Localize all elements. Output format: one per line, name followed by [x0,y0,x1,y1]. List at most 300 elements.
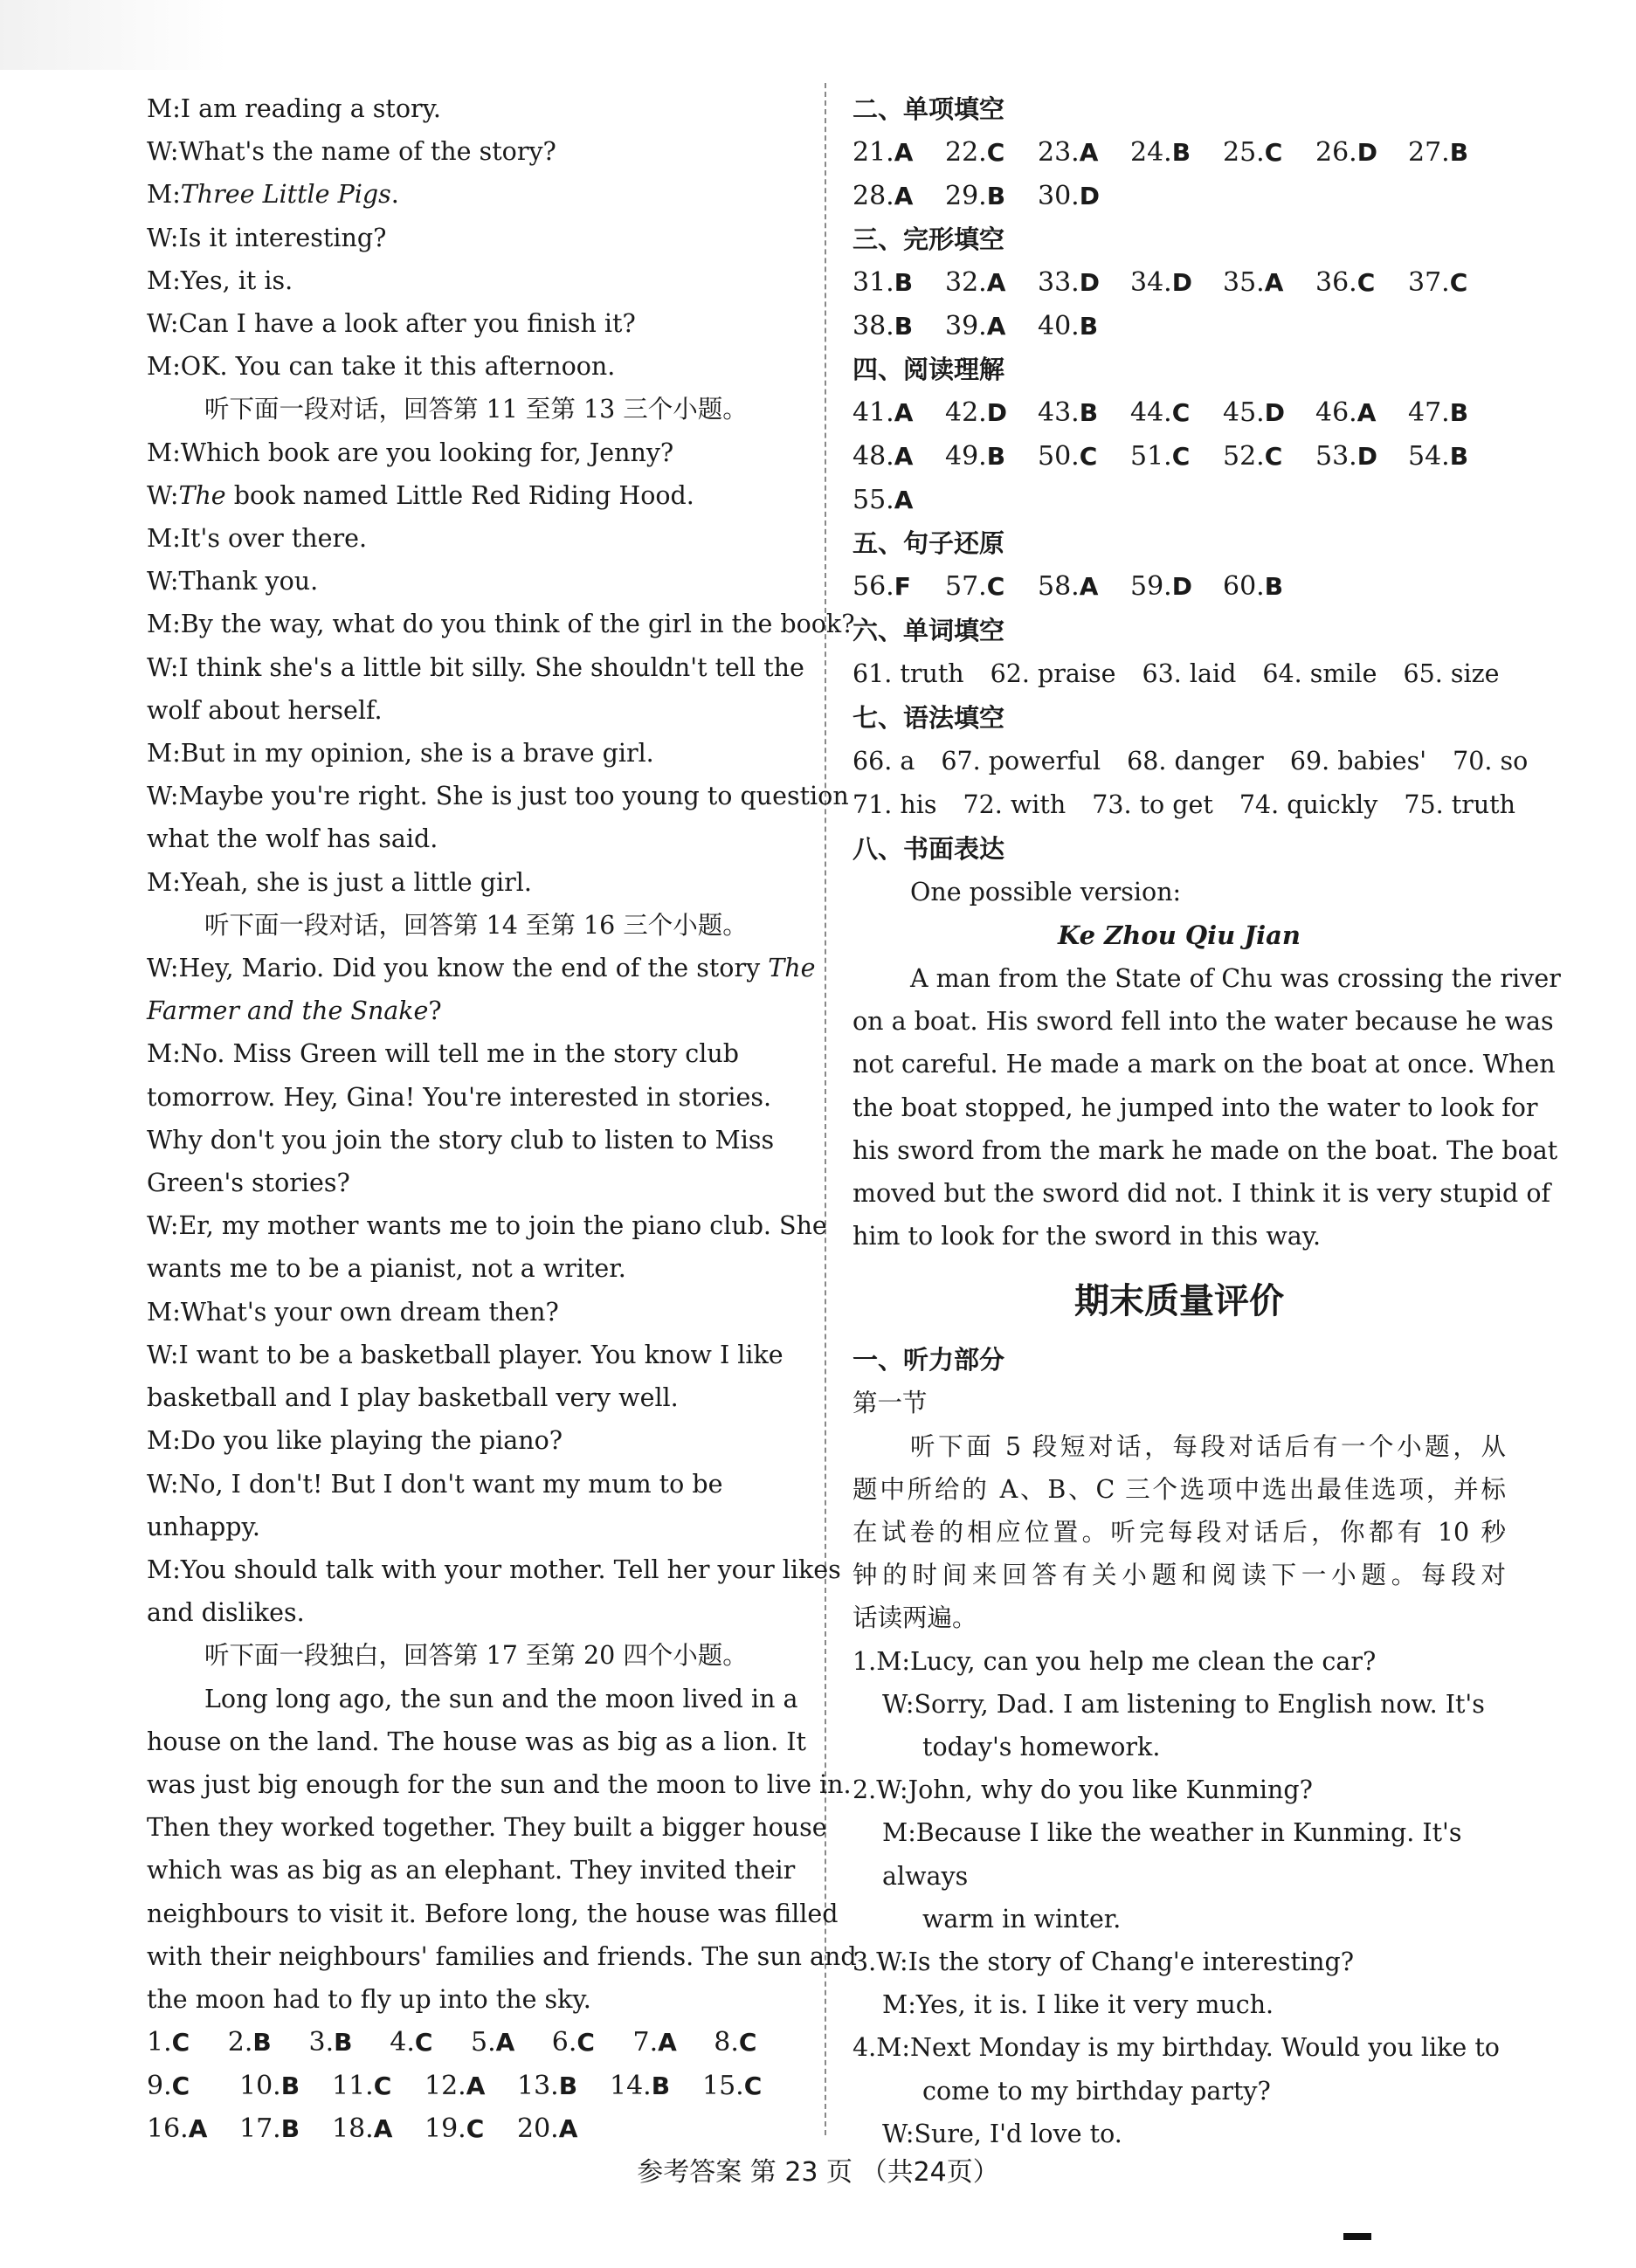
dialog-sentence: Yes, it is. [180,265,293,295]
answer-item [945,175,1038,218]
word-answer: 65. size [1403,658,1500,688]
answer-letter: B [1079,398,1099,428]
dialog-text: M:I am reading a story. [147,94,441,123]
speaker-label: M [147,438,173,467]
answer-letter: D [1079,181,1100,210]
question-line: 4.M:Next Monday is my birthday. Would you like to [853,2033,1500,2063]
dialog-sentence: What's the name of the story? [178,137,556,167]
answer-letter: C [1079,441,1098,471]
answer-letter: D [986,398,1007,428]
speaker-label: M [147,1555,173,1584]
dialog-sentence: Sorry, Dad. I am listening to English now. It's [914,1689,1485,1719]
listening-instruction: 听下面一段独白，回答第 17 至第 20 四个小题。 [204,1641,748,1671]
question-continuation: warm in winter. [922,1904,1122,1934]
answer-number: 38. [853,310,894,341]
dialog-sentence: No, I don't! But I don't want my mum to be [178,1469,723,1499]
answer-number: 41. [853,397,894,429]
answer-item [1223,565,1315,609]
speaker-label: M [147,610,173,639]
answer-item [425,2107,517,2151]
dialog-sentence: Next Monday is my birthday. Would you like to [910,2033,1500,2063]
word-answer: 64. smile [1262,658,1377,688]
speaker-label: M [147,1039,173,1069]
answer-number: 42. [945,397,987,429]
answer-number: 60. [1223,571,1265,603]
answer-number: 32. [945,267,987,299]
dialog-text: W:Er, my mother wants me to join the piano club. She [147,1211,827,1241]
word-answers [853,740,1529,783]
question-line: 2.W:John, why do you like Kunming? [853,1775,1313,1805]
monologue-line: neighbours to visit it. Before long, the house was filled [147,1899,839,1928]
answer-number: 5. [471,2027,496,2058]
answer-number: 23. [1038,137,1080,168]
speaker-label: W [147,223,170,252]
answer-number: 35. [1223,267,1265,299]
dialog-text: M:OK. You can take it this afternoon. [147,352,616,382]
answer-item [332,2065,425,2108]
speaker-label: M [876,1646,902,1676]
speaker-label: W [147,1469,170,1499]
monologue-line: with their neighbours' families and friends. The sun and [147,1941,857,1971]
section-heading: 七、语法填空 [853,702,1005,733]
answer-letter: A [558,2114,578,2144]
answer-number: 22. [945,137,987,168]
word-answer: 74. quickly [1239,789,1378,819]
answer-number: 46. [1315,397,1357,429]
dialog-sentence: Er, my mother wants me to join the piano club. She [178,1211,827,1241]
answer-number: 10. [239,2070,281,2101]
dialog-text: M:But in my opinion, she is a brave girl. [147,739,654,769]
answer-number: 14. [610,2070,652,2101]
answer-item [714,2021,795,2065]
word-answer: 71. his [853,789,937,819]
answer-row [147,2021,795,2065]
answer-item [147,2107,239,2151]
answer-item [1223,435,1315,479]
answer-number: 3. [308,2027,335,2058]
speaker-label: W [147,652,170,682]
answer-item [1130,261,1223,305]
answer-letter: C [171,2028,190,2058]
answer-letter: B [894,311,914,341]
answer-letter: C [373,2071,392,2100]
answer-item [1038,131,1130,175]
subsection-heading: 第一节 [853,1389,928,1418]
section-heading: 二、单项填空 [853,94,1005,124]
answer-item [1223,391,1315,435]
speaker-label: W [882,1689,906,1719]
answer-item [1038,565,1130,609]
answer-letter: D [1171,572,1192,602]
dialog-line [147,431,795,474]
dialog-sentence: Lucy, can you help me clean the car? [910,1646,1377,1676]
dialog-text: M:Three Little Pigs. [147,180,399,210]
answer-number: 58. [1038,571,1080,603]
answer-number: 8. [714,2027,739,2058]
dialog-text: W:What's the name of the story? [147,137,556,167]
dialog-sentence: You should talk with your mother. Tell her your likes [180,1555,841,1584]
answer-number: 50. [1038,440,1080,472]
speaker-label: W [876,1775,901,1805]
dialog-continuation: Farmer and the Snake? [147,996,442,1026]
answer-letter: B [1079,311,1099,341]
speaker-label: W [147,309,170,339]
dialog-text: M:Do you like playing the piano? [147,1426,563,1456]
question-number: 2. [853,1775,877,1805]
sample-version-label: One possible version: [910,877,1182,907]
essay-line: his sword from the mark he made on the boat. The boat [853,1135,1558,1165]
dialog-sentence: Which book are you looking for, Jenny? [180,438,674,467]
dialog-continuation: and dislikes. [147,1598,305,1628]
answer-number: 55. [853,484,894,515]
dialog-text: W:Maybe you're right. She is just too young to question [147,782,849,811]
answer-number: 43. [1038,397,1080,429]
dialog-line [147,259,795,302]
answer-item [228,2021,309,2065]
dialog-text: W:Can I have a look after you finish it? [147,309,636,339]
answer-item [853,479,945,522]
dialog-line [147,603,855,645]
dialog-sentence: OK. You can take it this afternoon. [180,352,616,382]
answer-item [945,565,1038,609]
answer-row [853,131,1506,175]
word-answer: 73. to get [1092,789,1213,819]
dialog-sentence: Yes, it is. I like it very much. [915,1990,1274,2020]
answer-number: 31. [853,267,894,299]
essay-line: him to look for the sword in this way. [853,1222,1322,1251]
answer-letter: C [466,2114,485,2144]
word-answer: 62. praise [990,658,1116,688]
answer-item [853,305,945,348]
monologue-line: which was as big as an elephant. They invited their [147,1856,796,1885]
answer-letter: B [1449,441,1469,471]
answer-row [147,2065,795,2108]
word-answer: 61. truth [853,658,964,688]
answer-number: 15. [702,2070,744,2101]
dialog-continuation: wolf about herself. [147,695,383,725]
monologue-line: house on the land. The house was as big as a lion. It [147,1727,806,1756]
word-answer: 69. babies' [1289,746,1427,776]
instruction-line: 钟的时间来回答有关小题和阅读下一小题。每段对 [853,1561,1506,1590]
dialog-sentence: No. Miss Green will tell me in the story club [180,1039,739,1069]
dialog-text: M:Yes, it is. [147,265,293,295]
answer-letter: B [1264,572,1284,602]
essay-line: on a boat. His sword fell into the water because he was [853,1007,1554,1037]
dialog-line [147,732,795,775]
speaker-label: W [147,567,170,596]
answer-number: 16. [147,2113,189,2145]
answer-letter: A [1079,572,1099,602]
answer-letter: B [334,2028,353,2058]
dialog-text: W:Is it interesting? [147,223,387,252]
dialog-continuation: wants me to be a pianist, not a writer. [147,1254,626,1284]
answer-item [1408,131,1501,175]
answer-number: 12. [425,2070,466,2101]
answer-number: 34. [1130,267,1172,299]
answer-number: 30. [1038,180,1080,211]
answer-number: 26. [1315,137,1357,168]
right-column [853,87,1561,2155]
answer-item [1315,391,1408,435]
answer-item [945,305,1038,348]
answer-number: 28. [853,180,894,211]
dialog-line [147,1334,795,1419]
speaker-label: M [147,180,173,210]
dialog-text: M:By the way, what do you think of the girl in the book? [147,610,855,639]
dialog-sentence: Do you like playing the piano? [180,1426,563,1456]
answer-item [309,2021,390,2065]
answer-letter: C [1171,398,1191,428]
dialog-sentence: The book named Little Red Riding Hood. [178,480,694,510]
answer-item [147,2021,228,2065]
answer-item [1408,261,1501,305]
answer-row [853,175,1506,218]
dialog-line [147,947,816,1032]
answer-letter: A [658,2028,677,2058]
answer-item [1130,435,1223,479]
answer-number: 53. [1315,440,1357,472]
answer-item [1038,261,1130,305]
answer-item [853,391,945,435]
section-heading: 八、书面表达 [853,833,1005,864]
answer-number: 56. [853,571,894,603]
answer-item [1038,435,1130,479]
speaker-label: W [147,954,170,983]
answer-item [1130,131,1223,175]
answer-item [853,175,945,218]
answer-letter: C [1264,441,1283,471]
answer-number: 6. [551,2027,577,2058]
dialog-line [147,861,795,904]
answer-letter: A [495,2028,515,2058]
dialog-line [147,87,795,130]
dialog-text: W:I think she's a little bit silly. She shouldn't tell the [147,652,804,682]
question-line: 1.M:Lucy, can you help me clean the car? [853,1646,1377,1676]
speaker-label: M [147,739,173,769]
dialog-sentence: I think she's a little bit silly. She shouldn't tell the [178,652,804,682]
question-line: M:Because I like the weather in Kunming. It's always [882,1818,1462,1891]
answer-letter: D [1079,268,1100,298]
answer-letter: B [280,2114,300,2144]
speaker-label: M [147,94,173,123]
instruction-line: 在试卷的相应位置。听完每段对话后，你都有 10 秒 [853,1517,1506,1547]
dialog-text: W:I want to be a basketball player. You know I like [147,1340,783,1369]
answer-item [1315,435,1408,479]
essay-line: the boat stopped, he jumped into the water to look for [853,1093,1538,1122]
dialog-continuation: Why don't you join the story club to listen to Miss [147,1125,775,1155]
answer-letter: B [280,2071,300,2100]
word-answer: 63. laid [1142,658,1237,688]
answer-letter: C [1449,268,1468,298]
answer-item [853,435,945,479]
question-number: 3. [853,1947,877,1977]
answer-number: 19. [425,2113,466,2145]
answer-letter: A [188,2114,208,2144]
dialog-continuation: Green's stories? [147,1168,350,1198]
answer-letter: A [894,398,914,428]
answer-item [517,2065,610,2108]
page-footer: 参考答案 第 23 页 （共24页） [637,2157,999,2188]
answer-letter: C [414,2028,433,2058]
answer-row [147,2107,795,2151]
answer-letter: B [252,2028,272,2058]
answer-letter: F [894,572,911,602]
dialog-sentence: By the way, what do you think of the girl in the book? [180,610,855,639]
answer-number: 18. [332,2113,374,2145]
answer-item [610,2065,702,2108]
scan-corner-shade [0,0,227,70]
dialog-text: W:Thank you. [147,567,319,596]
dialog-text: M:What's your own dream then? [147,1297,559,1327]
listening-instruction: 听下面一段对话，回答第 11 至第 13 三个小题。 [204,395,748,424]
answer-item [853,565,945,609]
dialog-sentence: Because I like the weather in Kunming. It's always [882,1818,1462,1891]
answer-number: 27. [1408,137,1450,168]
answer-letter: D [1171,268,1192,298]
answer-number: 52. [1223,440,1265,472]
dialog-text: M:Yeah, she is just a little girl. [147,867,532,897]
question-number: 4. [853,2033,877,2063]
answer-number: 9. [147,2070,172,2101]
answer-number: 17. [239,2113,281,2145]
monologue-text [147,1678,857,2022]
dialog-text: M:Which book are you looking for, Jenny? [147,438,674,467]
dialog-continuation: tomorrow. Hey, Gina! You're interested in stories. [147,1082,772,1112]
answer-letter: C [576,2028,595,2058]
speaker-label: W [147,137,170,167]
instruction-line: 话读两遍。 [853,1603,977,1633]
dialog-line [147,302,795,345]
speaker-label: M [882,1990,908,2020]
answer-number: 40. [1038,310,1080,341]
answer-item [945,391,1038,435]
answer-item [239,2107,332,2151]
speaker-label: W [882,2119,906,2148]
answer-row [853,435,1506,479]
answer-number: 24. [1130,137,1172,168]
answer-item [1038,305,1130,348]
dialog-sentence: I am reading a story. [180,94,441,123]
answer-letter: B [986,181,1006,210]
word-answer: 67. powerful [941,746,1101,776]
monologue-line: the moon had to fly up into the sky. [147,1984,591,2014]
answer-letter: B [651,2071,671,2100]
answer-number: 37. [1408,267,1450,299]
dialog-line [147,217,795,259]
answer-letter: C [1356,268,1376,298]
essay-line: not careful. He made a mark on the boat at once. When [853,1050,1556,1079]
answer-number: 25. [1223,137,1265,168]
answer-number: 49. [945,440,987,472]
answer-letter: C [171,2071,190,2100]
answer-letter: C [986,572,1005,602]
answer-row [853,391,1506,435]
word-answer: 75. truth [1404,789,1515,819]
answer-letter: A [894,138,914,167]
monologue-line: was just big enough for the sun and the moon to live in. [147,1769,852,1799]
question-line: W:Sure, I'd love to. [882,2119,1122,2148]
answer-number: 7. [632,2027,659,2058]
speaker-label: W [147,1340,170,1369]
speaker-label: W [147,480,170,510]
answer-row [853,479,1506,522]
section-heading: 五、句子还原 [853,528,1005,559]
answer-letter: B [558,2071,578,2100]
dialog-sentence: Can I have a look after you finish it? [178,309,636,339]
dialog-text: M:It's over there. [147,524,368,554]
answer-item [945,261,1038,305]
instruction-line: 听下面 5 段短对话，每段对话后有一个小题，从 [910,1431,1506,1461]
answer-letter: B [1449,138,1469,167]
answer-letter: B [986,441,1006,471]
dialog-line [147,173,795,216]
dialog-line [147,646,804,732]
answer-number: 4. [390,2027,415,2058]
answer-number: 11. [332,2070,374,2101]
answer-number: 13. [517,2070,559,2101]
answer-number: 45. [1223,397,1265,429]
answer-item [1315,261,1408,305]
answer-letter: C [986,138,1005,167]
answer-item [633,2021,714,2065]
word-answers [853,652,1506,696]
answer-item [1130,565,1223,609]
answer-item [1130,391,1223,435]
answer-item [853,131,945,175]
monologue-line: Then they worked together. They built a bigger house [147,1813,827,1843]
section-heading: 三、完形填空 [853,224,1005,255]
answer-item [1038,391,1130,435]
dialog-sentence: Thank you. [178,567,319,596]
answer-row [853,261,1506,305]
answer-number: 48. [853,440,894,472]
answer-item [702,2065,795,2108]
section-heading: 四、阅读理解 [853,355,1005,385]
answer-number: 20. [517,2113,559,2145]
answer-letter: C [738,2028,757,2058]
answer-letter: A [1079,138,1099,167]
question-continuation: come to my birthday party? [922,2076,1271,2106]
dialog-line [147,345,795,388]
speaker-label: M [147,1426,173,1456]
essay-line: A man from the State of Chu was crossing the river [910,963,1561,993]
answer-item [1038,175,1130,218]
dialog-text: M:You should talk with your mother. Tell her your likes [147,1555,841,1584]
answer-letter: B [894,268,914,298]
dialog-sentence: It's over there. [180,524,368,554]
speaker-label: M [147,352,173,382]
answer-letter: C [1171,441,1191,471]
answer-item [853,261,945,305]
dialog-line [147,130,795,173]
left-column [147,87,857,2151]
answer-letter: A [894,181,914,210]
page-mark [1343,2233,1371,2240]
answer-item [471,2021,552,2065]
dialog-line [147,517,795,560]
speaker-label: M [882,1818,908,1848]
dialog-line [147,1463,795,1548]
monologue-line: Long long ago, the sun and the moon lived in a [204,1684,798,1713]
answer-number: 54. [1408,440,1450,472]
answer-letter: B [1449,398,1469,428]
answer-item [390,2021,471,2065]
word-answer: 68. danger [1127,746,1264,776]
answer-letter: C [1264,138,1283,167]
dialog-continuation: unhappy. [147,1512,260,1541]
dialog-line [147,775,849,860]
dialog-sentence: I want to be a basketball player. You know I like [178,1340,783,1369]
